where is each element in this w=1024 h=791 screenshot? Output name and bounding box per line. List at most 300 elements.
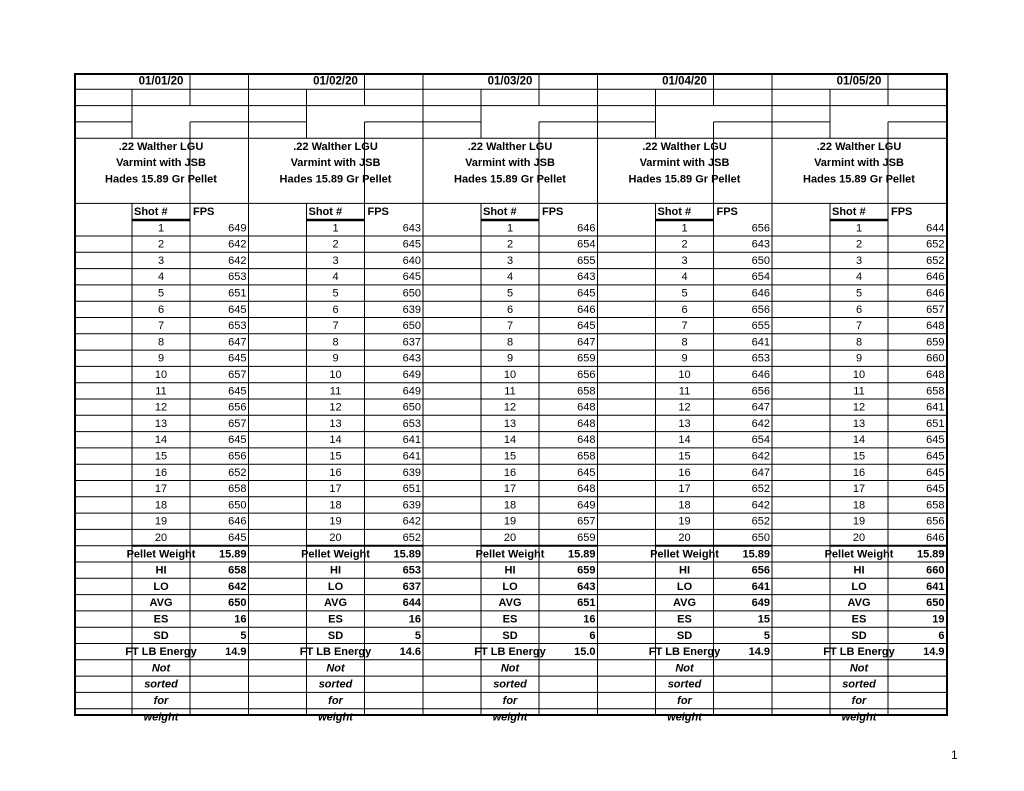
note-line: for (153, 694, 169, 707)
stat-label: HI (330, 564, 341, 577)
note-line: weight (143, 711, 179, 724)
shot-number: 2 (855, 238, 863, 251)
stat-label: ES (502, 613, 518, 626)
note-line: sorted (667, 678, 702, 691)
shot-number: 7 (332, 320, 339, 333)
note-line: Not (675, 662, 694, 675)
pellet-desc-line: .22 Walther LGU (118, 140, 204, 153)
shot-number: 11 (155, 385, 167, 398)
shot-number: 1 (157, 222, 165, 235)
fps-value: 649 (228, 222, 247, 235)
fps-value: 642 (751, 450, 770, 463)
fps-value: 650 (228, 499, 247, 512)
shot-number: 18 (503, 499, 517, 512)
shot-number: 16 (154, 466, 168, 479)
fps-value: 646 (228, 515, 247, 528)
shot-number: 15 (678, 450, 691, 463)
fps-value: 642 (751, 499, 770, 512)
fps-value: 648 (926, 320, 945, 333)
fps-value: 651 (926, 417, 945, 430)
fps-value: 654 (577, 238, 596, 251)
fps-value: 639 (402, 499, 421, 512)
fps-value: 641 (751, 336, 770, 349)
stat-value: 14.6 (399, 646, 421, 659)
fps-value: 645 (228, 385, 247, 398)
session-date: 01/02/20 (313, 75, 358, 88)
fps-value: 658 (926, 499, 945, 512)
stat-label: SD (851, 629, 867, 642)
shot-number: 4 (855, 271, 863, 284)
fps-value: 650 (751, 531, 770, 544)
stat-label: HI (155, 564, 167, 577)
fps-value: 643 (577, 271, 596, 284)
stat-value: 659 (577, 564, 596, 577)
fps-value: 645 (577, 320, 596, 333)
stat-value: 658 (228, 564, 247, 577)
stat-value: 660 (926, 564, 945, 577)
pellet-desc-line: Hades 15.89 Gr Pellet (803, 173, 915, 186)
stat-value: 14.9 (748, 646, 770, 659)
fps-value: 658 (228, 483, 247, 496)
shot-number: 7 (157, 320, 165, 333)
shot-number: 10 (329, 368, 342, 381)
shot-number: 4 (332, 271, 339, 284)
shot-number: 11 (678, 385, 691, 398)
fps-value: 646 (751, 368, 770, 381)
stat-value: 6 (589, 629, 596, 642)
shot-number: 1 (855, 222, 863, 235)
shot-number: 16 (678, 466, 691, 479)
pellet-desc-line: Varmint with JSB (116, 157, 206, 170)
fps-value: 646 (926, 531, 945, 544)
shot-number: 15 (852, 450, 866, 463)
shot-number: 13 (154, 417, 168, 430)
shot-number: 10 (503, 368, 517, 381)
fps-value: 650 (751, 254, 770, 267)
stat-label: SD (676, 629, 693, 642)
shot-number: 5 (506, 287, 514, 300)
note-line: for (851, 694, 867, 707)
stat-label: SD (327, 629, 344, 642)
fps-value: 645 (228, 434, 247, 447)
shot-number: 9 (332, 352, 339, 365)
pellet-desc-line: .22 Walther LGU (293, 140, 378, 153)
shot-number: 16 (852, 466, 866, 479)
stat-label: Pellet Weight (475, 548, 545, 561)
shot-number: 14 (154, 434, 168, 447)
fps-value: 658 (577, 450, 596, 463)
shot-number: 1 (506, 222, 514, 235)
fps-value: 650 (402, 320, 421, 333)
note-line: sorted (842, 678, 876, 691)
fps-value: 652 (751, 515, 770, 528)
pellet-desc-line: Hades 15.89 Gr Pellet (105, 173, 217, 186)
shot-number: 8 (332, 336, 339, 349)
note-line: for (502, 694, 518, 707)
fps-value: 648 (577, 401, 596, 414)
note-line: Not (500, 662, 520, 675)
fps-value: 646 (751, 287, 770, 300)
shot-number: 1 (332, 222, 339, 235)
pellet-desc-line: Varmint with JSB (814, 157, 904, 170)
fps-value: 645 (402, 271, 421, 284)
stat-label: Pellet Weight (301, 548, 370, 561)
shot-number: 13 (329, 417, 342, 430)
shot-number: 9 (506, 352, 514, 365)
fps-value: 652 (228, 466, 247, 479)
fps-value: 657 (926, 303, 945, 316)
note-line: for (328, 694, 343, 707)
fps-value: 649 (402, 385, 421, 398)
note-line: Not (326, 662, 345, 675)
note-line: sorted (318, 678, 353, 691)
shot-number: 5 (855, 287, 863, 300)
shot-column-header: Shot # (657, 205, 692, 218)
stat-label: Pellet Weight (650, 548, 719, 561)
stat-value: 653 (402, 564, 421, 577)
stat-label: Pellet Weight (126, 548, 196, 561)
shot-number: 16 (503, 466, 517, 479)
stat-value: 642 (228, 580, 247, 593)
stat-value: 14.9 (225, 646, 247, 659)
fps-column-header: FPS (367, 205, 389, 218)
fps-value: 639 (402, 303, 421, 316)
fps-value: 641 (402, 450, 421, 463)
shot-number: 9 (157, 352, 165, 365)
stat-value: 15.0 (574, 646, 596, 659)
stat-label: LO (676, 580, 693, 593)
shot-number: 17 (678, 483, 691, 496)
stat-value: 5 (763, 629, 770, 642)
fps-value: 641 (926, 401, 945, 414)
fps-value: 642 (228, 238, 247, 251)
fps-value: 646 (926, 287, 945, 300)
fps-value: 652 (926, 238, 945, 251)
shot-number: 16 (329, 466, 342, 479)
shot-number: 13 (503, 417, 517, 430)
fps-value: 640 (402, 254, 421, 267)
fps-column-header: FPS (193, 205, 215, 218)
shot-number: 7 (506, 320, 514, 333)
shot-number: 17 (329, 483, 342, 496)
stat-value: 15.89 (218, 548, 247, 561)
fps-value: 644 (926, 222, 945, 235)
shot-number: 19 (154, 515, 168, 528)
fps-value: 656 (926, 515, 945, 528)
shot-number: 7 (681, 320, 688, 333)
shot-number: 14 (852, 434, 866, 447)
pellet-desc-line: Hades 15.89 Gr Pellet (628, 173, 741, 186)
stat-label: LO (502, 580, 518, 593)
stat-label: SD (502, 629, 518, 642)
stat-value: 15.89 (916, 548, 945, 561)
shot-column-header: Shot # (832, 205, 866, 218)
shot-number: 4 (681, 271, 688, 284)
fps-value: 637 (402, 336, 421, 349)
stat-label: FT LB Energy (648, 646, 721, 659)
fps-value: 648 (926, 368, 945, 381)
fps-value: 645 (926, 466, 945, 479)
shot-number: 11 (853, 385, 865, 398)
stat-value: 641 (751, 580, 770, 593)
fps-value: 659 (577, 531, 596, 544)
shot-number: 12 (503, 401, 517, 414)
shot-number: 2 (332, 238, 339, 251)
shot-number: 8 (681, 336, 688, 349)
shot-number: 20 (329, 531, 342, 544)
stat-value: 656 (751, 564, 770, 577)
fps-value: 650 (402, 287, 421, 300)
stat-label: FT LB Energy (823, 646, 895, 659)
shot-number: 19 (503, 515, 517, 528)
fps-value: 646 (926, 271, 945, 284)
shot-number: 17 (503, 483, 517, 496)
shot-number: 8 (855, 336, 863, 349)
shot-number: 6 (681, 303, 688, 316)
shot-number: 3 (855, 254, 863, 267)
fps-value: 647 (577, 336, 596, 349)
note-line: for (677, 694, 692, 707)
stat-value: 637 (402, 580, 421, 593)
shot-number: 20 (678, 531, 691, 544)
shot-number: 6 (332, 303, 339, 316)
shot-number: 17 (154, 483, 168, 496)
fps-value: 654 (751, 271, 770, 284)
fps-value: 647 (228, 336, 247, 349)
stat-value: 6 (938, 629, 945, 642)
shot-number: 4 (506, 271, 514, 284)
chrono-data-sheet (74, 73, 948, 724)
stat-label: Pellet Weight (824, 548, 894, 561)
fps-value: 648 (577, 434, 596, 447)
shot-number: 12 (678, 401, 691, 414)
fps-value: 650 (402, 401, 421, 414)
fps-value: 649 (577, 499, 596, 512)
fps-value: 653 (228, 271, 247, 284)
fps-value: 645 (926, 450, 945, 463)
shot-number: 9 (681, 352, 688, 365)
fps-value: 655 (577, 254, 596, 267)
fps-value: 656 (751, 222, 770, 235)
stat-label: FT LB Energy (125, 646, 197, 659)
fps-value: 655 (751, 320, 770, 333)
fps-value: 639 (402, 466, 421, 479)
shot-number: 18 (329, 499, 342, 512)
fps-value: 649 (402, 368, 421, 381)
shot-number: 10 (154, 368, 168, 381)
shot-number: 2 (506, 238, 514, 251)
fps-value: 656 (751, 385, 770, 398)
stat-value: 641 (926, 580, 945, 593)
shot-number: 20 (503, 531, 517, 544)
pellet-desc-line: Varmint with JSB (465, 157, 555, 170)
fps-value: 652 (751, 483, 770, 496)
shot-number: 19 (329, 515, 342, 528)
shot-number: 18 (678, 499, 691, 512)
shot-number: 3 (681, 254, 688, 267)
fps-value: 648 (577, 483, 596, 496)
note-line: sorted (144, 678, 178, 691)
shot-number: 3 (332, 254, 339, 267)
fps-value: 657 (577, 515, 596, 528)
fps-value: 652 (402, 531, 421, 544)
shot-number: 17 (852, 483, 866, 496)
shot-number: 19 (852, 515, 866, 528)
session-date: 01/04/20 (662, 75, 707, 88)
fps-value: 642 (228, 254, 247, 267)
stat-label: ES (153, 613, 169, 626)
stat-value: 19 (932, 613, 945, 626)
shot-column-header: Shot # (134, 205, 168, 218)
fps-value: 642 (751, 417, 770, 430)
fps-value: 653 (402, 417, 421, 430)
session-date: 01/03/20 (487, 75, 533, 88)
fps-value: 651 (228, 287, 247, 300)
stat-label: FT LB Energy (474, 646, 546, 659)
shot-number: 11 (504, 385, 516, 398)
shot-number: 18 (154, 499, 168, 512)
stat-value: 650 (228, 597, 247, 610)
shot-number: 19 (678, 515, 691, 528)
pellet-desc-line: .22 Walther LGU (642, 140, 727, 153)
stat-label: ES (328, 613, 343, 626)
stat-value: 16 (234, 613, 247, 626)
pellet-desc-line: Varmint with JSB (639, 157, 730, 170)
stat-label: HI (504, 564, 516, 577)
stat-label: AVG (323, 597, 348, 610)
fps-value: 656 (228, 450, 247, 463)
fps-value: 642 (402, 515, 421, 528)
stat-label: FT LB Energy (299, 646, 372, 659)
pellet-desc-line: Hades 15.89 Gr Pellet (454, 173, 566, 186)
fps-value: 659 (926, 336, 945, 349)
pellet-desc-line: Varmint with JSB (290, 157, 381, 170)
stat-label: HI (853, 564, 865, 577)
shot-number: 8 (157, 336, 165, 349)
shot-number: 12 (329, 401, 342, 414)
shot-number: 2 (681, 238, 688, 251)
fps-value: 660 (926, 352, 945, 365)
shot-number: 8 (506, 336, 514, 349)
fps-value: 656 (577, 368, 596, 381)
stat-value: 16 (408, 613, 421, 626)
fps-value: 645 (926, 483, 945, 496)
fps-value: 657 (228, 368, 247, 381)
shot-number: 2 (157, 238, 165, 251)
shot-column-header: Shot # (308, 205, 343, 218)
shot-column-header: Shot # (483, 205, 517, 218)
note-line: weight (667, 711, 702, 724)
fps-value: 653 (751, 352, 770, 365)
shot-number: 6 (855, 303, 863, 316)
shot-number: 5 (157, 287, 165, 300)
note-line: sorted (493, 678, 527, 691)
pellet-desc-line: .22 Walther LGU (467, 140, 553, 153)
fps-column-header: FPS (891, 205, 913, 218)
stat-value: 644 (402, 597, 421, 610)
fps-value: 646 (577, 222, 596, 235)
shot-number: 3 (157, 254, 165, 267)
shot-number: 15 (329, 450, 342, 463)
shot-number: 10 (852, 368, 866, 381)
stat-value: 5 (414, 629, 421, 642)
shot-number: 4 (157, 271, 165, 284)
note-line: Not (849, 662, 869, 675)
shot-number: 20 (852, 531, 866, 544)
shot-number: 12 (154, 401, 168, 414)
fps-value: 645 (228, 303, 247, 316)
shot-number: 20 (154, 531, 168, 544)
pellet-desc-line: .22 Walther LGU (816, 140, 902, 153)
fps-column-header: FPS (716, 205, 738, 218)
shot-number: 6 (506, 303, 514, 316)
stat-label: SD (153, 629, 169, 642)
note-line: weight (318, 711, 353, 724)
fps-value: 645 (228, 531, 247, 544)
note-line: weight (492, 711, 528, 724)
fps-column-header: FPS (542, 205, 564, 218)
fps-value: 645 (402, 238, 421, 251)
shot-number: 7 (855, 320, 863, 333)
stat-label: ES (677, 613, 692, 626)
stat-label: LO (327, 580, 344, 593)
shot-number: 11 (329, 385, 342, 398)
session-date: 01/01/20 (138, 75, 184, 88)
shot-number: 9 (855, 352, 863, 365)
stat-label: AVG (498, 597, 522, 610)
shot-number: 12 (852, 401, 866, 414)
fps-value: 645 (577, 287, 596, 300)
stat-value: 15.89 (393, 548, 421, 561)
stat-label: AVG (847, 597, 871, 610)
stat-label: AVG (149, 597, 173, 610)
fps-value: 653 (228, 320, 247, 333)
stat-value: 643 (577, 580, 596, 593)
shot-number: 13 (678, 417, 691, 430)
session-date: 01/05/20 (836, 75, 882, 88)
fps-value: 645 (577, 466, 596, 479)
note-line: weight (841, 711, 877, 724)
shot-number: 6 (157, 303, 165, 316)
fps-value: 657 (228, 417, 247, 430)
fps-value: 646 (577, 303, 596, 316)
fps-value: 647 (751, 466, 770, 479)
shot-number: 14 (678, 434, 691, 447)
shot-number: 14 (503, 434, 517, 447)
fps-value: 643 (402, 222, 421, 235)
fps-value: 658 (577, 385, 596, 398)
stat-value: 5 (240, 629, 247, 642)
stat-value: 15.89 (742, 548, 770, 561)
fps-value: 652 (926, 254, 945, 267)
fps-value: 656 (751, 303, 770, 316)
stat-value: 651 (577, 597, 596, 610)
stat-value: 16 (583, 613, 596, 626)
stat-label: LO (153, 580, 169, 593)
stat-label: ES (851, 613, 867, 626)
fps-value: 647 (751, 401, 770, 414)
shot-number: 1 (681, 222, 688, 235)
stat-value: 650 (926, 597, 945, 610)
pellet-desc-line: Hades 15.89 Gr Pellet (279, 173, 392, 186)
fps-value: 648 (577, 417, 596, 430)
fps-value: 641 (402, 434, 421, 447)
stat-label: AVG (672, 597, 697, 610)
shot-number: 15 (503, 450, 517, 463)
fps-value: 658 (926, 385, 945, 398)
shot-number: 5 (681, 287, 688, 300)
fps-value: 659 (577, 352, 596, 365)
